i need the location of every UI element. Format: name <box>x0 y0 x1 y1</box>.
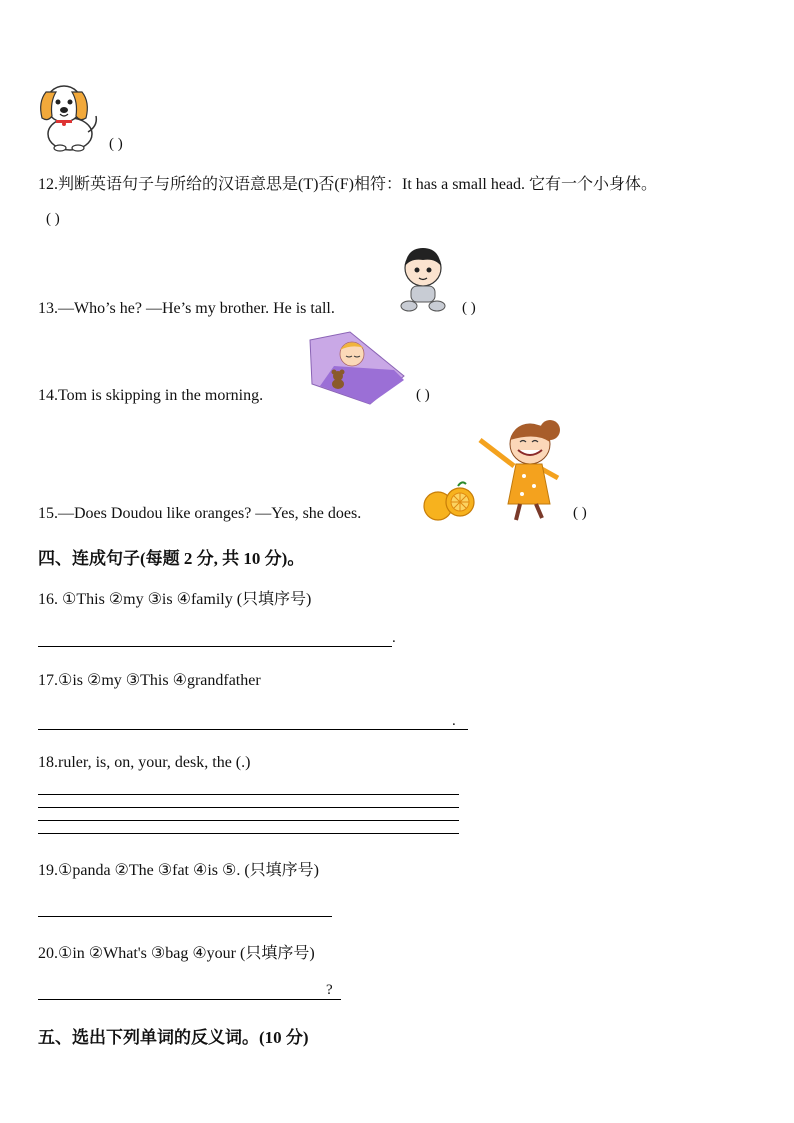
answer-paren-14[interactable]: ( ) <box>416 387 430 403</box>
answer-line-20[interactable] <box>38 999 341 1000</box>
answer-line-18d[interactable] <box>38 833 459 834</box>
section-5-title: 五、选出下列单词的反义词。(10 分) <box>38 1028 309 1047</box>
answer-line-16[interactable] <box>38 646 392 647</box>
answer-line-18c[interactable] <box>38 820 459 821</box>
question-12: 12.判断英语句子与所给的汉语意思是(T)否(F)相符：It has a small head. 它有一个小身体。 <box>38 176 658 193</box>
answer-end-17: . <box>452 713 456 729</box>
question-15: 15.—Does Doudou like oranges? —Yes, she does. <box>38 505 362 522</box>
question-18: 18.ruler, is, on, your, desk, the (.) <box>38 754 251 771</box>
sleeping-child-icon <box>308 330 408 406</box>
question-17: 17.①is ②my ③This ④grandfather <box>38 672 261 689</box>
question-16: 16. ①This ②my ③is ④family (只填序号) <box>38 591 312 608</box>
answer-paren-12[interactable]: ( ) <box>46 211 60 227</box>
answer-line-17[interactable] <box>38 729 468 730</box>
question-19: 19.①panda ②The ③fat ④is ⑤. (只填序号) <box>38 862 320 879</box>
answer-line-18a[interactable] <box>38 794 459 795</box>
question-14: 14.Tom is skipping in the morning. <box>38 387 264 404</box>
answer-end-20: ? <box>326 982 333 998</box>
dog-icon <box>36 76 100 152</box>
answer-paren-15[interactable]: ( ) <box>573 505 587 521</box>
question-13: 13.—Who’s he? —He’s my brother. He is tall. <box>38 300 335 317</box>
answer-paren-11[interactable]: ( ) <box>109 136 123 152</box>
section-4-title: 四、连成句子(每题 2 分, 共 10 分)。 <box>38 549 305 568</box>
answer-paren-13[interactable]: ( ) <box>462 300 476 316</box>
question-20: 20.①in ②What's ③bag ④your (只填序号) <box>38 945 315 962</box>
answer-line-19[interactable] <box>38 916 332 917</box>
answer-end-16: . <box>392 630 396 646</box>
oranges-icon <box>422 480 476 522</box>
answer-line-18b[interactable] <box>38 807 459 808</box>
girl-icon <box>474 414 564 522</box>
boy-icon <box>397 248 449 314</box>
